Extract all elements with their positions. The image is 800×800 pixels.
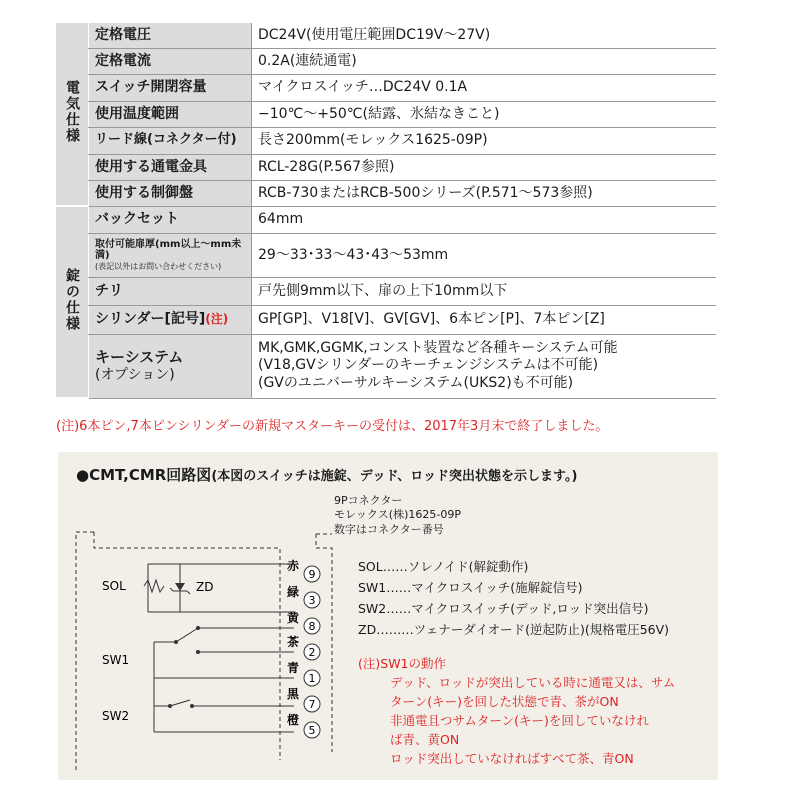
sw2-contact-arm: [170, 700, 190, 706]
spec-label: 定格電圧: [89, 23, 252, 48]
wire-color-label: 赤: [287, 559, 300, 573]
group-lock: 錠の仕様: [56, 206, 89, 398]
spec-label: チリ: [89, 277, 252, 305]
pin-number: 9: [308, 568, 316, 581]
spec-label: [89, 233, 252, 277]
group-electrical: 電気仕様: [56, 23, 89, 206]
sw1-note-line: ロッド突出していなければすべて茶、青ON: [390, 751, 634, 766]
spec-value: 0.2A(連続通電): [252, 48, 717, 74]
sw1-note-line: 非通電且つサムターン(キー)を回していなけれ: [390, 713, 649, 728]
circuit-diagram-panel: [58, 452, 718, 780]
legend: [358, 556, 669, 640]
pin-number: 3: [308, 594, 316, 607]
spec-value: [252, 334, 717, 398]
legend-item: SW1……マイクロスイッチ(施解錠信号): [358, 580, 583, 595]
circuit-schematic: [58, 452, 358, 780]
legend-item: ZD………ツェナーダイオード(逆起防止)(規格電圧56V): [358, 622, 670, 637]
housing-outline: [76, 532, 94, 770]
spec-value-line: (GVのユニバーサルキーシステム(UKS2)も不可能): [258, 374, 574, 391]
sw1-contact-arm: [176, 628, 198, 642]
spec-label-main: 取付可能扉厚(mm以上～mm未満): [95, 238, 242, 262]
spec-label-main: キーシステム: [95, 348, 184, 367]
spec-value: GP[GP]、V18[V]、GV[GV]、6本ピン[P]、7本ピン[Z]: [252, 305, 717, 334]
spec-label: 定格電流: [89, 48, 252, 74]
sw1-note-title: (注)SW1の動作: [358, 656, 447, 671]
sw2-label: SW2: [102, 709, 130, 723]
diagram-title-desc: (本図のスイッチは施錠、デッド、ロッド突出状態を示します。): [211, 469, 578, 484]
pin-number: 1: [308, 672, 316, 685]
spec-label-main: シリンダー[記号]: [95, 311, 206, 328]
pin-number: 2: [308, 646, 316, 659]
spec-value: 戸先側9mm以下、扉の上下10mm以下: [252, 277, 717, 305]
sw1-operation-note: [358, 654, 675, 768]
sol-label: SOL: [102, 579, 126, 593]
cylinder-note: (注)6本ピン,7本ピンシリンダーの新規マスターキーの受付は、2017年3月末で終了しました。: [56, 419, 609, 434]
spec-value: RCB-730またはRCB-500シリーズ(P.571～573参照): [252, 180, 717, 206]
spec-value: RCL-28G(P.567参照): [252, 154, 717, 180]
solenoid-symbol: [144, 580, 164, 592]
pin-number: 5: [308, 724, 316, 737]
diagram-title-main: ●CMT,CMR回路図: [76, 466, 212, 484]
spec-value-line: (V18,GVシリンダーのキーチェンジシステムは不可能): [258, 357, 599, 374]
spec-value: 29～33･33～43･43～53mm: [252, 233, 717, 277]
connector-caption-line: 9Pコネクター: [334, 494, 403, 507]
sw1-note-line: ターン(キー)を回した状態で青、茶がON: [390, 694, 619, 709]
spec-label-sub: (オプション): [95, 366, 175, 383]
connector-caption-line: 数字はコネクター番号: [334, 522, 444, 536]
spec-label-sub: (表記以外はお問い合わせください): [95, 261, 222, 271]
spec-label: 使用する制御盤: [89, 180, 252, 206]
spec-label: スイッチ開閉容量: [89, 74, 252, 101]
spec-label: 使用温度範囲: [89, 101, 252, 127]
wire-color-label: 黄: [287, 611, 300, 625]
connector-outline: [316, 534, 332, 752]
zd-label: ZD: [196, 580, 214, 594]
spec-value: −10℃～+50℃(結露、氷結なきこと): [252, 101, 717, 127]
housing-inner-outline: [94, 532, 280, 760]
spec-label: 使用する通電金具: [89, 154, 252, 180]
spec-label: リード線(コネクター付): [89, 127, 252, 154]
spec-value: DC24V(使用電圧範囲DC19V～27V): [252, 23, 717, 48]
sw1-note-line: ば青、黄ON: [390, 732, 460, 747]
wire-color-label: 橙: [287, 713, 300, 727]
zener-diode-symbol: [175, 583, 185, 591]
wire-color-label: 緑: [287, 585, 300, 599]
sw1-note-line: デッド、ロッドが突出している時に通電又は、サム: [390, 675, 676, 690]
sw1-label: SW1: [102, 653, 130, 667]
legend-item: SOL……ソレノイド(解錠動作): [358, 559, 529, 574]
connector-caption-line: モレックス(株)1625-09P: [334, 508, 461, 522]
pin-number: 7: [308, 698, 316, 711]
spec-value: 長さ200mm(モレックス1625-09P): [252, 127, 717, 154]
wire-color-label: 黒: [287, 687, 300, 701]
wire-color-label: 茶: [287, 635, 300, 649]
spec-table: [56, 23, 716, 399]
spec-value-line: MK,GMK,GGMK,コンスト装置など各種キーシステム可能: [258, 339, 618, 356]
pin-number: 8: [308, 620, 316, 633]
spec-label: バックセット: [89, 206, 252, 233]
wire-color-label: 青: [287, 661, 300, 675]
legend-item: SW2……マイクロスイッチ(デッド,ロッド突出信号): [358, 601, 649, 616]
note-mark: (注): [205, 312, 229, 327]
spec-label: [89, 334, 252, 398]
spec-label: [89, 305, 252, 334]
sw1-node: [174, 640, 178, 644]
spec-value: マイクロスイッチ…DC24V 0.1A: [252, 74, 717, 101]
spec-value: 64mm: [252, 206, 717, 233]
sw2-node: [168, 704, 172, 708]
